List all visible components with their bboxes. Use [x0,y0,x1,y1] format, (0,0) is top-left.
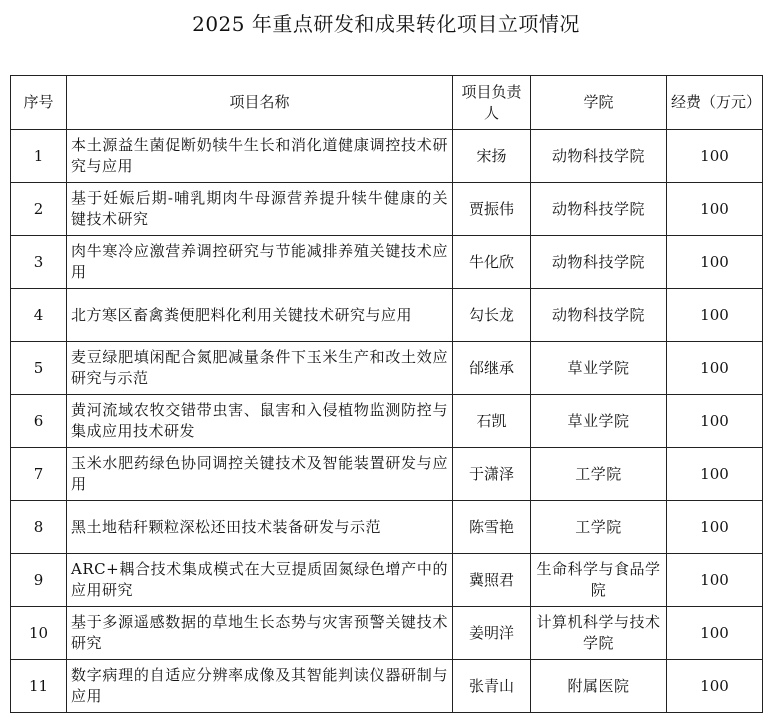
table-row [11,660,763,713]
cell-college: 草业学院 [531,342,667,395]
table-row [11,236,763,289]
cell-index: 8 [11,501,67,554]
cell-project-name: 玉米水肥药绿色协同调控关键技术及智能装置研发与应用 [67,448,453,501]
cell-project-name: 基于妊娠后期-哺乳期肉牛母源营养提升犊牛健康的关键技术研究 [67,183,453,236]
page-title: 2025 年重点研发和成果转化项目立项情况 [192,12,580,36]
cell-project-name: 基于多源遥感数据的草地生长态势与灾害预警关键技术研究 [67,607,453,660]
table-row [11,448,763,501]
cell-fund: 100 [667,660,763,713]
cell-person: 牛化欣 [453,236,531,289]
cell-person: 贾振伟 [453,183,531,236]
table-row [11,501,763,554]
cell-project-name: 本土源益生菌促断奶犊牛生长和消化道健康调控技术研究与应用 [67,130,453,183]
cell-person: 姜明洋 [453,607,531,660]
cell-college: 动物科技学院 [531,236,667,289]
cell-index: 1 [11,130,67,183]
header-fund: 经费（万元） [667,76,763,130]
table-row [11,342,763,395]
table-row [11,607,763,660]
cell-index: 2 [11,183,67,236]
table-row [11,289,763,342]
cell-person: 冀照君 [453,554,531,607]
cell-project-name: 麦豆绿肥填闲配合氮肥减量条件下玉米生产和改土效应研究与示范 [67,342,453,395]
cell-college: 动物科技学院 [531,289,667,342]
table-row [11,183,763,236]
cell-fund: 100 [667,501,763,554]
cell-person: 陈雪艳 [453,501,531,554]
table-row [11,395,763,448]
cell-index: 3 [11,236,67,289]
cell-fund: 100 [667,554,763,607]
header-college: 学院 [531,76,667,130]
cell-person: 张青山 [453,660,531,713]
header-row [11,76,763,130]
cell-college: 附属医院 [531,660,667,713]
cell-index: 4 [11,289,67,342]
cell-fund: 100 [667,183,763,236]
cell-person: 石凯 [453,395,531,448]
cell-project-name: 黄河流域农牧交错带虫害、鼠害和入侵植物监测防控与集成应用技术研发 [67,395,453,448]
cell-index: 11 [11,660,67,713]
cell-project-name: 肉牛寒冷应激营养调控研究与节能减排养殖关键技术应用 [67,236,453,289]
cell-college: 计算机科学与技术学院 [531,607,667,660]
header-name: 项目名称 [67,76,453,130]
cell-fund: 100 [667,342,763,395]
header-index: 序号 [11,76,67,130]
cell-college: 生命科学与食品学院 [531,554,667,607]
cell-index: 7 [11,448,67,501]
table-row [11,130,763,183]
cell-college: 工学院 [531,501,667,554]
cell-person: 勾长龙 [453,289,531,342]
cell-project-name: 黑土地秸秆颗粒深松还田技术装备研发与示范 [67,501,453,554]
cell-fund: 100 [667,607,763,660]
cell-project-name: ARC+耦合技术集成模式在大豆提质固氮绿色增产中的应用研究 [67,554,453,607]
table-body [11,130,763,713]
cell-college: 动物科技学院 [531,130,667,183]
cell-fund: 100 [667,448,763,501]
cell-college: 草业学院 [531,395,667,448]
cell-person: 宋扬 [453,130,531,183]
cell-college: 动物科技学院 [531,183,667,236]
cell-index: 6 [11,395,67,448]
table-row [11,554,763,607]
cell-fund: 100 [667,130,763,183]
cell-fund: 100 [667,289,763,342]
cell-project-name: 北方寒区畜禽粪便肥料化利用关键技术研究与应用 [67,289,453,342]
header-person: 项目负责人 [453,76,531,130]
cell-index: 5 [11,342,67,395]
cell-project-name: 数字病理的自适应分辨率成像及其智能判读仪器研制与应用 [67,660,453,713]
cell-index: 10 [11,607,67,660]
cell-fund: 100 [667,236,763,289]
cell-college: 工学院 [531,448,667,501]
cell-person: 于潇泽 [453,448,531,501]
project-table [10,75,763,713]
cell-person: 邰继承 [453,342,531,395]
cell-fund: 100 [667,395,763,448]
cell-index: 9 [11,554,67,607]
